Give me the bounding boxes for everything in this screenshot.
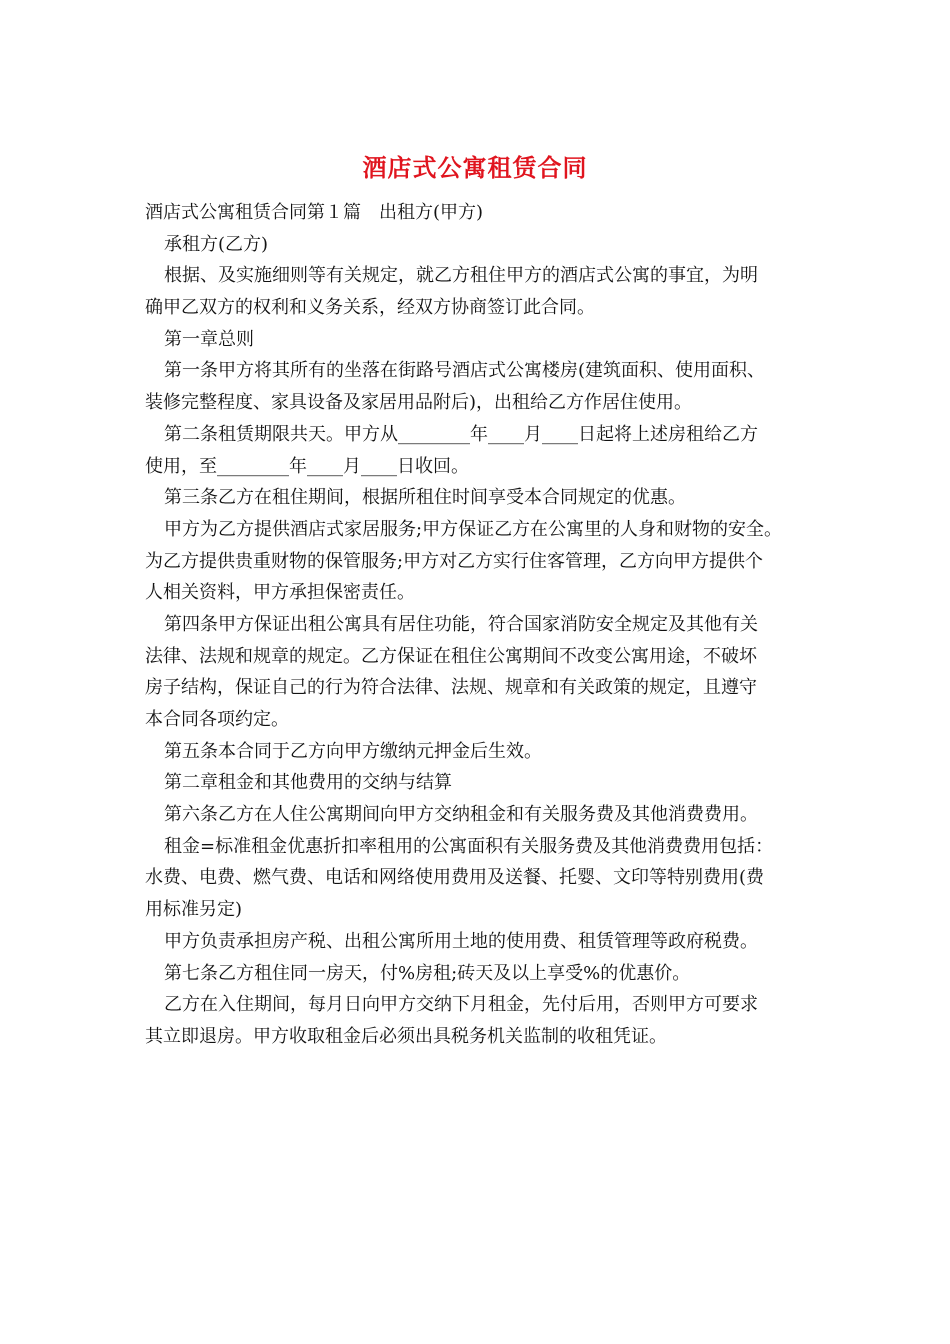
- document-line: 第二章租金和其他费用的交纳与结算: [164, 772, 452, 794]
- document-line: 其立即退房。甲方收取租金后必须出具税务机关监制的收租凭证。: [145, 1025, 667, 1047]
- document-line: 第一条甲方将其所有的坐落在街路号酒店式公寓楼房(建筑面积、使用面积、: [164, 360, 766, 382]
- document-body: [145, 197, 817, 1053]
- document-line: 第一章总则: [164, 328, 254, 350]
- document-line: 水费、电费、燃气费、电话和网络使用费用及送餐、托婴、文印等特别费用(费: [145, 867, 765, 889]
- document-line: 为乙方提供贵重财物的保管服务;甲方对乙方实行住客管理，乙方向甲方提供个: [145, 550, 764, 572]
- document-line: 用标准另定): [145, 899, 243, 921]
- document-line: 人相关资料，甲方承担保密责任。: [145, 582, 415, 604]
- document-line: 使用，至________年____月____日收回。: [145, 455, 469, 477]
- document-line: 第五条本合同于乙方向甲方缴纳元押金后生效。: [164, 740, 542, 762]
- document-line: 租金=标准租金优惠折扣率租用的公寓面积有关服务费及其他消费费用包括：: [164, 835, 774, 857]
- document-line: 甲方为乙方提供酒店式家居服务;甲方保证乙方在公寓里的人身和财物的安全。: [164, 518, 783, 540]
- document-line: 确甲乙双方的权利和义务关系，经双方协商签订此合同。: [145, 297, 595, 319]
- document-line: 装修完整程度、家具设备及家居用品附后)，出租给乙方作居住使用。: [145, 392, 693, 414]
- document-line: 第六条乙方在人住公寓期间向甲方交纳租金和有关服务费及其他消费费用。: [164, 804, 758, 826]
- document-line: 第四条甲方保证出租公寓具有居住功能，符合国家消防安全规定及其他有关: [164, 613, 758, 635]
- document-line: 法律、法规和规章的规定。乙方保证在租住公寓期间不改变公寓用途，不破坏: [145, 645, 757, 667]
- document-line: 承租方(乙方): [164, 233, 269, 255]
- document-line: 乙方在入住期间，每月日向甲方交纳下月租金，先付后用，否则甲方可要求: [164, 994, 758, 1016]
- document-line: 第三条乙方在租住期间，根据所租住时间享受本合同规定的优惠。: [164, 487, 686, 509]
- document-line: 根据、及实施细则等有关规定，就乙方租住甲方的酒店式公寓的事宜，为明: [164, 265, 758, 287]
- document-line: 第七条乙方租住同一房天，付%房租;砖天及以上享受%的优惠价。: [164, 962, 691, 984]
- document-line: 酒店式公寓租赁合同第１篇 出租方(甲方): [145, 202, 484, 223]
- document-line: 甲方负责承担房产税、出租公寓所用土地的使用费、租赁管理等政府税费。: [164, 930, 758, 952]
- document-line: 本合同各项约定。: [145, 709, 289, 730]
- document-title: 酒店式公寓租赁合同: [362, 153, 588, 182]
- document-line: 第二条租赁期限共天。甲方从________年____月____日起将上述房租给乙方: [164, 423, 758, 445]
- document-line: 房子结构，保证自己的行为符合法律、法规、规章和有关政策的规定，且遵守: [145, 677, 757, 699]
